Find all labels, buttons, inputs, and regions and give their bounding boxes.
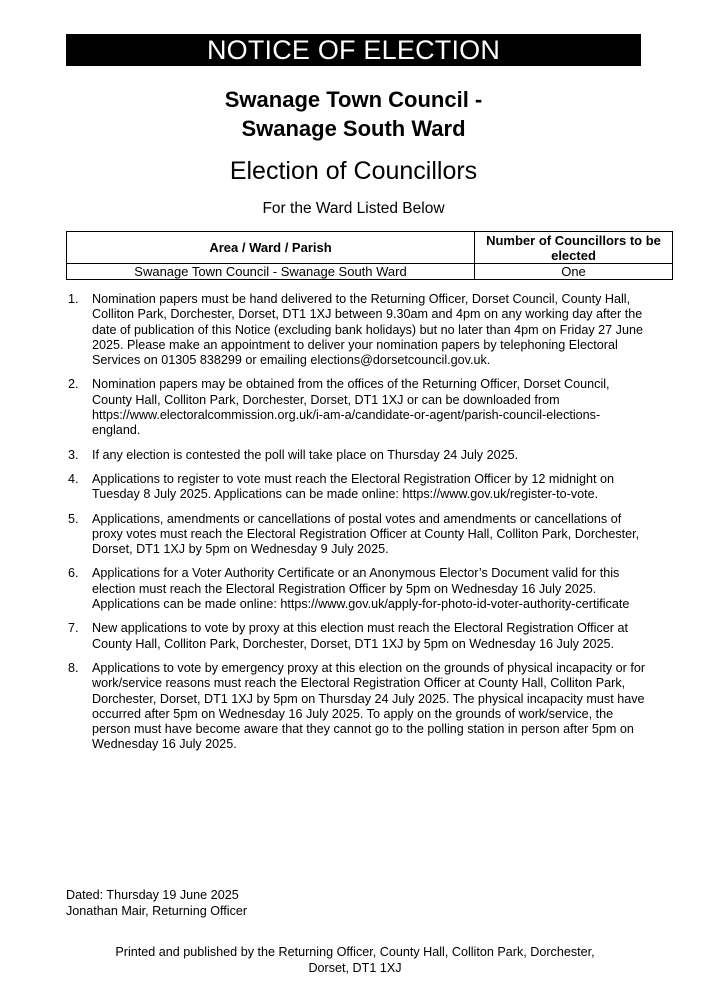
list-item bbox=[66, 472, 646, 503]
dated-line: Dated: Thursday 19 June 2025 bbox=[66, 888, 239, 902]
list-item bbox=[66, 448, 646, 463]
item-text: If any election is contested the poll will take place on Thursday 24 July 2025. bbox=[92, 447, 519, 462]
item-number: 3. bbox=[68, 447, 79, 462]
item-text: Applications to register to vote must reach the Electoral Registration Officer by 12 midnight on Tuesday 8 July 2025. Applications can be made online: https://www.gov.uk/register-to-vote. bbox=[92, 471, 614, 502]
item-number: 7. bbox=[68, 621, 79, 636]
item-number: 5. bbox=[68, 511, 79, 526]
item-number: 6. bbox=[68, 566, 79, 581]
publisher-footer bbox=[40, 944, 670, 976]
list-item bbox=[66, 661, 646, 753]
item-number: 1. bbox=[68, 292, 79, 306]
ward-area-cell: Swanage Town Council - Swanage South Ward bbox=[67, 264, 475, 280]
signoff-block bbox=[66, 887, 247, 919]
list-item bbox=[66, 377, 646, 438]
item-text: Nomination papers must be hand delivered to the Returning Officer, Dorset Council, County Hall, Colliton Park, Dorchester, Dorset, DT1 1XJ between 9.30am and 4pm on any working day after the date of publication of this Notice (excluding bank holidays) but no later than 4pm on Friday 27 June 2025. Please make an appointment to deliver your nomination papers by telephoning Electoral Services on 01305 838299 or emailing elections@dorsetcouncil.gov.uk. bbox=[92, 292, 643, 368]
footer-line1: Printed and published by the Returning Officer, County Hall, Colliton Park, Dorchester, bbox=[115, 945, 595, 959]
item-number: 2. bbox=[68, 377, 79, 392]
notice-banner: NOTICE OF ELECTION bbox=[66, 34, 641, 66]
list-item bbox=[66, 512, 646, 558]
election-title: Election of Councillors bbox=[229, 157, 478, 185]
column-header-number: Number of Councillors to be elected bbox=[475, 232, 673, 264]
item-text: Applications for a Voter Authority Certificate or an Anonymous Elector’s Document valid for this election must reach the Electoral Registration Officer by 5pm on Wednesday 16 July 2025. Applications can be made online: https://www.gov.uk/apply-for-photo-id-voter-authority-certificate bbox=[92, 566, 630, 612]
notice-items-list bbox=[66, 292, 646, 762]
item-text: Applications, amendments or cancellations of postal votes and amendments or cancellations of proxy votes must reach the Electoral Registration Officer at County Hall, Colliton Park, Dorchester, Dorset, DT1 1XJ by 5pm on Wednesday 9 July 2025. bbox=[92, 511, 640, 557]
item-text: Applications to vote by emergency proxy at this election on the grounds of physical incapacity or for work/service reasons must reach the Electoral Registration Officer at County Hall, Colliton Park, Dorchester, Dorset, DT1 1XJ by 5pm on Thursday 24 July 2025. The physical incapacity must have occurred after 5pm on Wednesday 16 July 2025. To apply on the grounds of work/service, the person must have become aware that they cannot go to the polling station in person after 5pm on Wednesday 16 July 2025. bbox=[92, 660, 646, 752]
footer-line2: Dorset, DT1 1XJ bbox=[308, 961, 402, 975]
list-item bbox=[66, 292, 646, 368]
council-title-line2: Swanage South Ward bbox=[241, 116, 466, 141]
column-header-area: Area / Ward / Parish bbox=[67, 232, 475, 264]
item-number: 4. bbox=[68, 471, 79, 486]
council-title-line1: Swanage Town Council - bbox=[224, 87, 483, 112]
list-item bbox=[66, 621, 646, 652]
item-text: Nomination papers may be obtained from the offices of the Returning Officer, Dorset Council, County Hall, Colliton Park, Dorchester, Dorset, DT1 1XJ or can be downloaded from https://www.electoralcommission.org.uk/i-am-a/candidate-or-agent/parish-council-elections-england. bbox=[92, 377, 610, 438]
list-item bbox=[66, 566, 646, 612]
ward-subheading: For the Ward Listed Below bbox=[262, 200, 445, 217]
councillor-count-cell: One bbox=[475, 264, 673, 280]
ward-table bbox=[66, 231, 673, 280]
item-text: New applications to vote by proxy at this election must reach the Electoral Registration Officer at County Hall, Colliton Park, Dorchester, Dorset, DT1 1XJ by 5pm on Wednesday 16 July 2025. bbox=[92, 621, 628, 651]
ward-table-header-row bbox=[67, 232, 673, 264]
item-number: 8. bbox=[68, 660, 79, 675]
table-row bbox=[67, 264, 673, 280]
returning-officer-line: Jonathan Mair, Returning Officer bbox=[66, 904, 248, 918]
